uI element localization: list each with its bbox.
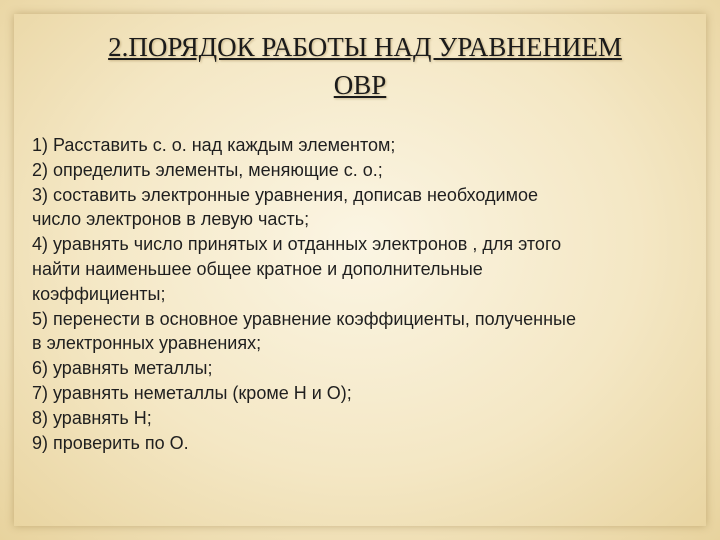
body-line: 3) составить электронные уравнения, дописав необходимое [32, 184, 538, 205]
body-line: число электронов в левую часть; [32, 209, 310, 230]
body-line: 8) уравнять Н; [32, 407, 152, 428]
body-line: коэффициенты; [32, 283, 166, 304]
body-line: 9) проверить по О. [32, 432, 189, 453]
slide-body [32, 133, 696, 455]
body-line: 6) уравнять металлы; [32, 358, 213, 379]
title-line-1: 2.ПОРЯДОК РАБОТЫ НАД УРАВНЕНИЕМ [108, 32, 622, 62]
body-line: найти наименьшее общее кратное и дополнительные [32, 258, 483, 279]
body-line: 7) уравнять неметаллы (кроме Н и О); [32, 382, 352, 403]
body-line: 5) перенести в основное уравнение коэффициенты, полученные [32, 308, 576, 329]
body-line: в электронных уравнениях; [32, 333, 262, 354]
slide-title [0, 28, 720, 104]
body-line: 1) Расставить с. о. над каждым элементом; [32, 135, 396, 155]
title-line-2: ОВР [333, 70, 387, 100]
body-line: 4) уравнять число принятых и отданных электронов , для этого [32, 234, 562, 255]
body-line: 2) определить элементы, меняющие с. о.; [32, 159, 383, 180]
